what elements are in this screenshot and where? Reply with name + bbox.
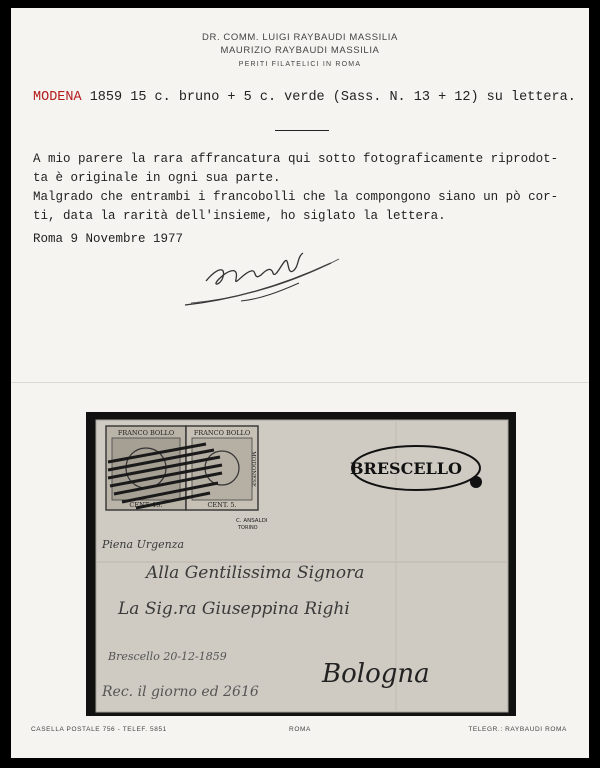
certificate-sheet bbox=[11, 8, 589, 758]
stamp2-value: CENT. 5. bbox=[207, 501, 237, 509]
script-line-2: Alla Gentilissima Signora bbox=[146, 563, 365, 583]
signature bbox=[181, 243, 351, 323]
script-line-3: La Sig.ra Giuseppina Righi bbox=[118, 599, 350, 619]
header-line-2: MAURIZIO RAYBAUDI MASSILIA bbox=[220, 45, 380, 56]
script-line-1: Piena Urgenza bbox=[102, 538, 185, 551]
stamp2-side-text: MODONESE bbox=[250, 451, 256, 487]
body-line-4: ti, data la rarità dell'insieme, ho siglato la lettera. bbox=[33, 209, 446, 223]
script-line-5: Bologna bbox=[322, 659, 430, 689]
stamp2-top-text: FRANCO BOLLO bbox=[193, 429, 251, 437]
script-line-4: Brescello 20-12-1859 bbox=[108, 650, 227, 663]
body-line-1: A mio parere la rara affrancatura qui sotto fotograficamente riprodot- bbox=[33, 152, 559, 166]
footer-center: ROMA bbox=[289, 726, 311, 733]
printer-name: C. ANSALDI bbox=[236, 518, 268, 524]
subject-state: MODENA bbox=[33, 90, 82, 105]
footer-right: TELEGR.: RAYBAUDI ROMA bbox=[468, 726, 567, 733]
divider-rule bbox=[275, 130, 329, 131]
place-date: Roma 9 Novembre 1977 bbox=[33, 232, 184, 246]
subject-description: 1859 15 c. bruno + 5 c. verde (Sass. N. 13 + 12) su lettera. bbox=[81, 90, 576, 105]
printer-city: TORINO bbox=[238, 525, 258, 531]
stamp-5c bbox=[186, 426, 258, 510]
body-line-3: Malgrado che entrambi i francobolli che la compongono siano un pò cor- bbox=[33, 190, 559, 204]
stamp1-value: CENT. 15. bbox=[129, 501, 163, 509]
postmark-text: BRESCELLO bbox=[350, 459, 462, 478]
header-line-3: PERITI FILATELICI IN ROMA bbox=[238, 61, 362, 68]
subject-line bbox=[33, 90, 576, 105]
script-line-6: Rec. il giorno ed 2616 bbox=[102, 684, 259, 700]
fold-line bbox=[11, 382, 589, 383]
letter-photo bbox=[86, 412, 516, 716]
body-line-2: ta è originale in ogni sua parte. bbox=[33, 171, 281, 185]
header-line-1: DR. COMM. LUIGI RAYBAUDI MASSILIA bbox=[202, 32, 398, 43]
footer-left: CASELLA POSTALE 756 - TELEF. 5851 bbox=[31, 726, 167, 733]
stamp1-top-text: FRANCO BOLLO bbox=[117, 429, 175, 437]
